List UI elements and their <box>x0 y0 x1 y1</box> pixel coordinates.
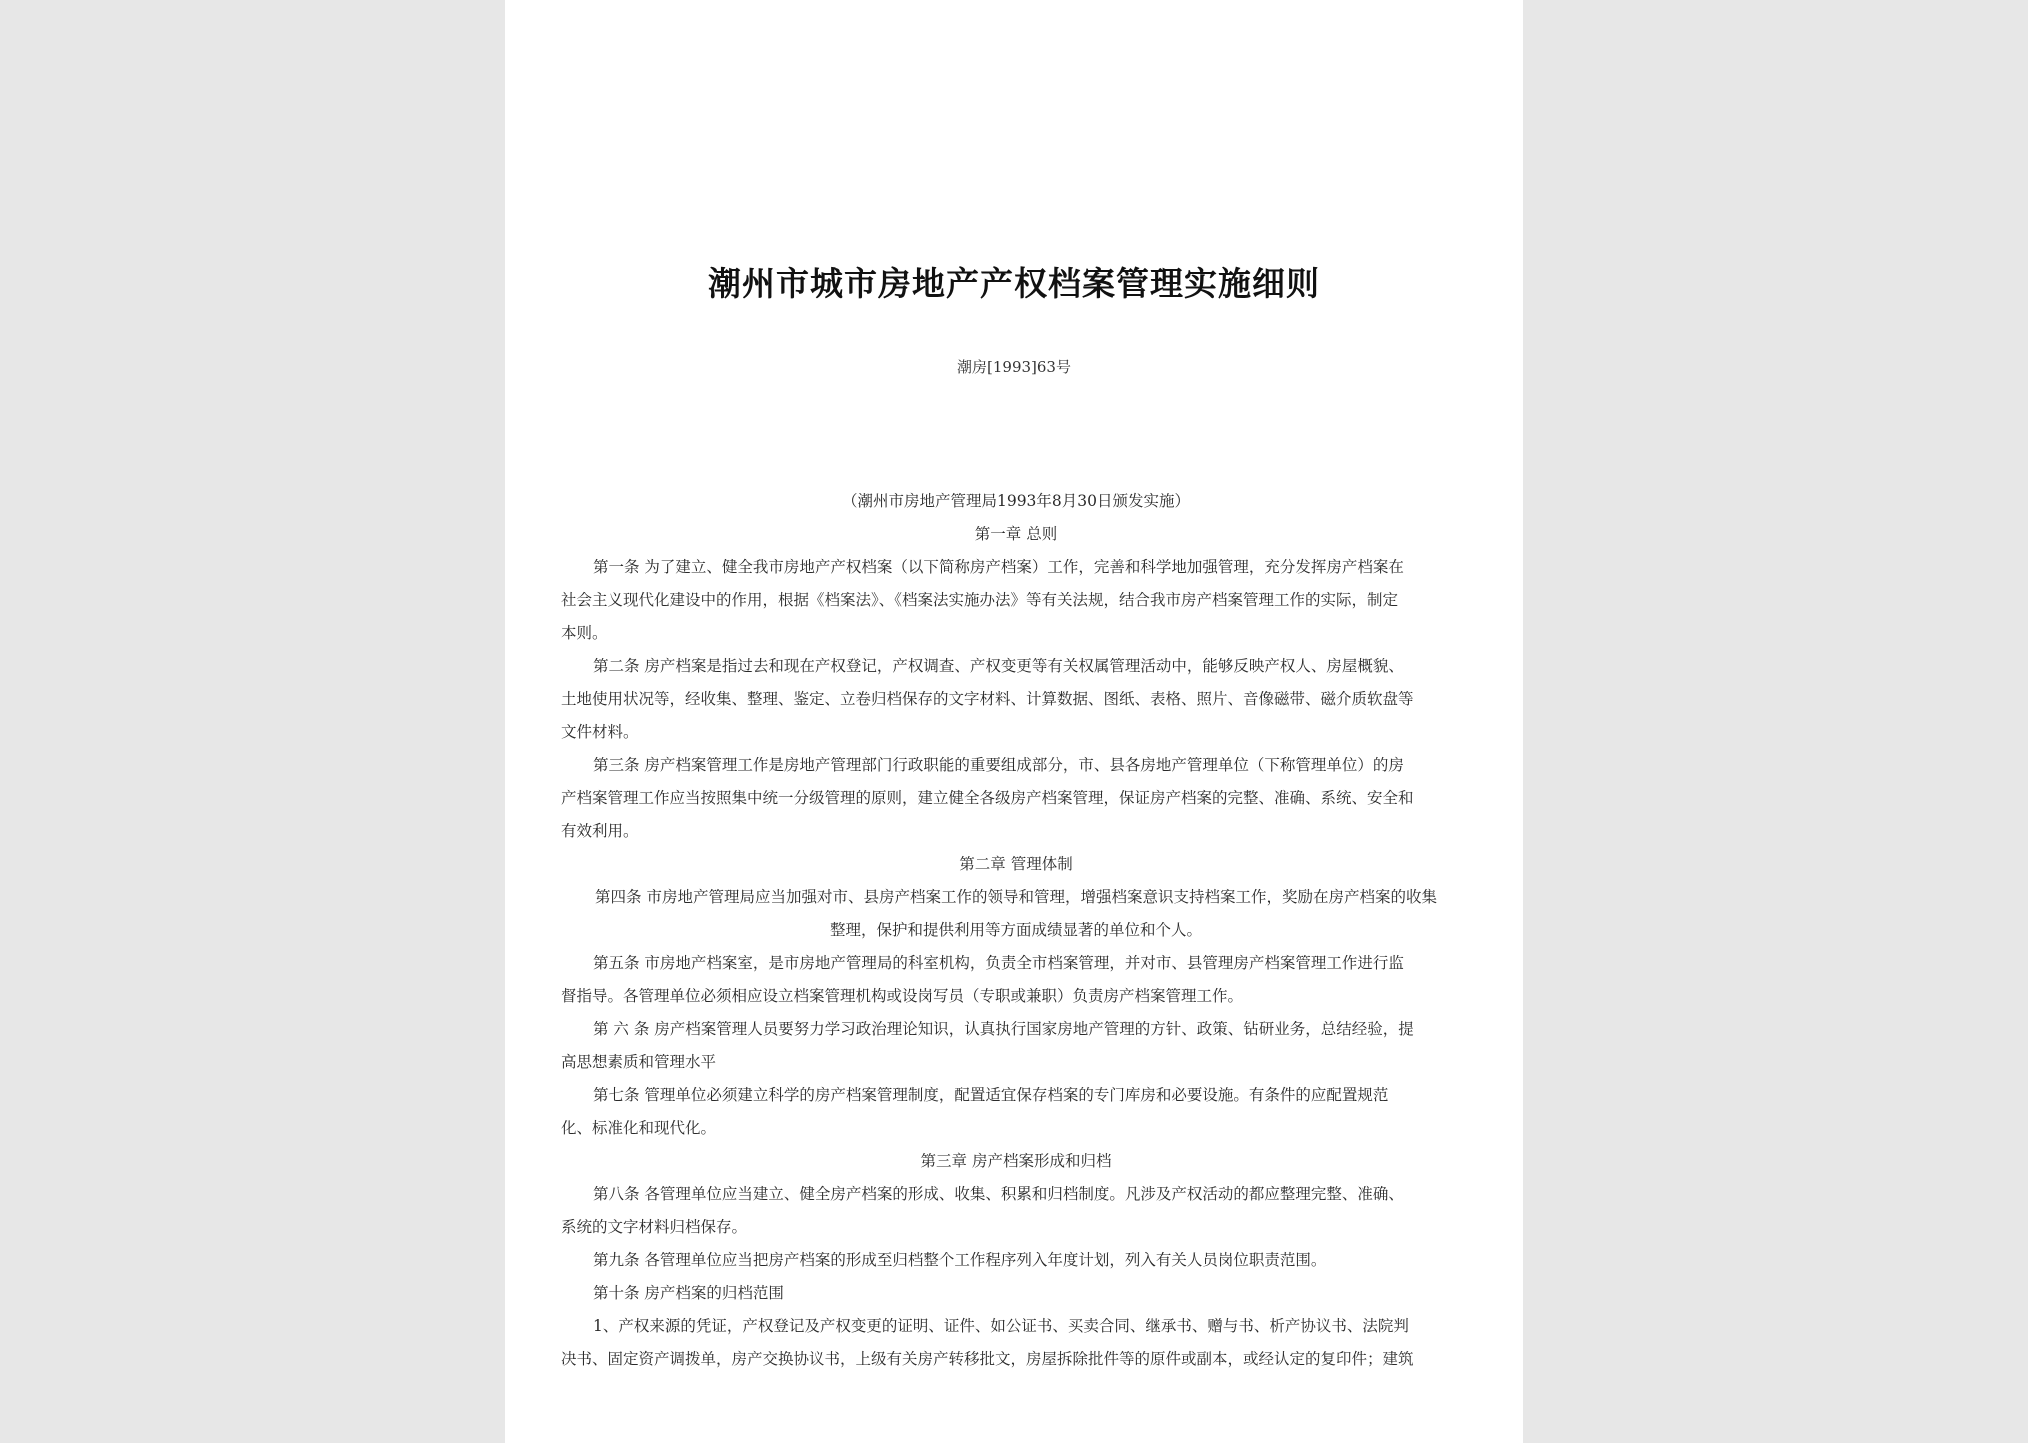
article-line: 土地使用状况等，经收集、整理、鉴定、立卷归档保存的文字材料、计算数据、图纸、表格、照片、音像磁带、磁介质软盘等 <box>561 690 1414 708</box>
article-line: 文件材料。 <box>561 723 639 741</box>
article-line: 第五条 市房地产档案室，是市房地产管理局的科室机构，负责全市档案管理，并对市、县管理房产档案管理工作进行监 <box>593 954 1404 972</box>
article-5 <box>561 947 1471 1013</box>
chapter-heading-1: 第一章 总则 <box>974 525 1058 543</box>
article-line: 第四条 市房地产管理局应当加强对市、县房产档案工作的领导和管理，增强档案意识支持档案工作，奖励在房产档案的收集 <box>595 888 1437 906</box>
article-line: 决书、固定资产调拨单，房产交换协议书，上级有关房产转移批文，房屋拆除批件等的原件或副本，或经认定的复印件；建筑 <box>561 1350 1414 1368</box>
article-1 <box>561 551 1471 650</box>
document-page <box>505 0 1523 1443</box>
article-line: 本则。 <box>561 624 608 642</box>
article-line: 整理，保护和提供利用等方面成绩显著的单位和个人。 <box>829 921 1202 939</box>
article-10-item-1 <box>561 1310 1471 1376</box>
issued-note: （潮州市房地产管理局1993年8月30日颁发实施） <box>841 492 1191 510</box>
article-line: 第十条 房产档案的归档范围 <box>593 1284 784 1302</box>
article-4 <box>561 881 1471 947</box>
article-2 <box>561 650 1471 749</box>
chapter-heading-3: 第三章 房产档案形成和归档 <box>920 1152 1112 1170</box>
article-line: 系统的文字材料归档保存。 <box>561 1218 748 1236</box>
document-number: 潮房[1993]63号 <box>957 358 1071 376</box>
document-title: 潮州市城市房地产产权档案管理实施细则 <box>708 264 1320 303</box>
document-body <box>561 485 1471 1376</box>
article-9 <box>561 1244 1471 1277</box>
article-8 <box>561 1178 1471 1244</box>
article-line: 有效利用。 <box>561 822 639 840</box>
article-line: 第二条 房产档案是指过去和现在产权登记，产权调查、产权变更等有关权属管理活动中，能够反映产权人、房屋概貌、 <box>593 657 1404 675</box>
article-line: 第八条 各管理单位应当建立、健全房产档案的形成、收集、积累和归档制度。凡涉及产权活动的都应整理完整、准确、 <box>593 1185 1404 1203</box>
chapter-heading-2: 第二章 管理体制 <box>959 855 1073 873</box>
article-line: 督指导。各管理单位必须相应设立档案管理机构或设岗写员（专职或兼职）负责房产档案管理工作。 <box>561 987 1244 1005</box>
article-line: 1、产权来源的凭证，产权登记及产权变更的证明、证件、如公证书、买卖合同、继承书、赠与书、析产协议书、法院判 <box>593 1317 1409 1335</box>
article-line: 社会主义现代化建设中的作用，根据《档案法》、《档案法实施办法》等有关法规，结合我市房产档案管理工作的实际，制定 <box>561 591 1399 609</box>
article-line: 第一条 为了建立、健全我市房地产产权档案（以下简称房产档案）工作，完善和科学地加强管理，充分发挥房产档案在 <box>593 558 1404 576</box>
article-line: 第七条 管理单位必须建立科学的房产档案管理制度，配置适宜保存档案的专门库房和必要设施。有条件的应配置规范 <box>593 1086 1389 1104</box>
article-line: 产档案管理工作应当按照集中统一分级管理的原则，建立健全各级房产档案管理，保证房产档案的完整、准确、系统、安全和 <box>561 789 1414 807</box>
article-line: 第三条 房产档案管理工作是房地产管理部门行政职能的重要组成部分，市、县各房地产管理单位（下称管理单位）的房 <box>593 756 1404 774</box>
article-3 <box>561 749 1471 848</box>
article-line: 化、标准化和现代化。 <box>561 1119 717 1137</box>
article-line: 高思想素质和管理水平 <box>561 1053 717 1071</box>
article-6 <box>561 1013 1471 1079</box>
article-line: 第 六 条 房产档案管理人员要努力学习政治理论知识，认真执行国家房地产管理的方针、政策、钻研业务，总结经验，提 <box>593 1020 1414 1038</box>
article-line: 第九条 各管理单位应当把房产档案的形成至归档整个工作程序列入年度计划，列入有关人员岗位职责范围。 <box>593 1251 1327 1269</box>
article-10 <box>561 1277 1471 1310</box>
article-7 <box>561 1079 1471 1145</box>
